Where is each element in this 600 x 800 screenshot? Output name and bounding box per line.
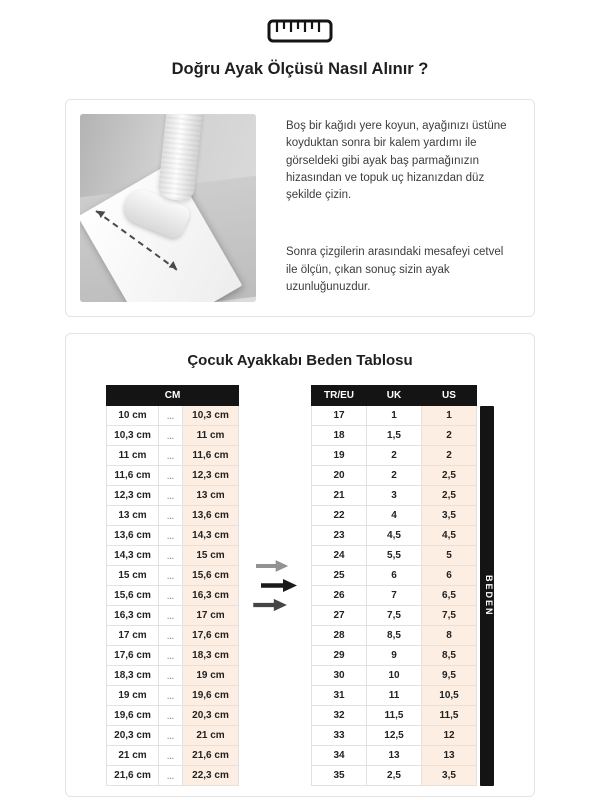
size-table-header-tr-eu: TR/EU <box>312 386 367 406</box>
table-cell: ... <box>159 726 183 746</box>
table-cell: 13,6 cm <box>107 526 159 546</box>
table-cell: 8,5 <box>422 646 477 666</box>
table-cell: 11,5 <box>422 706 477 726</box>
table-cell: 2,5 <box>422 486 477 506</box>
table-cell: 2,5 <box>422 466 477 486</box>
table-cell: 20 <box>312 466 367 486</box>
table-cell: 14,3 cm <box>107 546 159 566</box>
size-chart-title: Çocuk Ayakkabı Beden Tablosu <box>187 352 413 369</box>
table-row <box>312 586 477 606</box>
table-cell: 21,6 cm <box>107 766 159 786</box>
table-cell: 8,5 <box>367 626 422 646</box>
table-cell: ... <box>159 526 183 546</box>
table-cell: 24 <box>312 546 367 566</box>
table-row <box>107 566 239 586</box>
table-row <box>107 446 239 466</box>
table-cell: 4 <box>367 506 422 526</box>
table-cell: 13 <box>367 746 422 766</box>
table-cell: 6 <box>422 566 477 586</box>
conversion-arrows <box>253 385 301 786</box>
table-row <box>107 766 239 786</box>
table-row <box>107 526 239 546</box>
table-row <box>312 546 477 566</box>
table-cell: 8 <box>422 626 477 646</box>
table-row <box>107 706 239 726</box>
table-header-row <box>107 386 239 406</box>
table-header-row <box>312 386 477 406</box>
table-row <box>312 606 477 626</box>
table-cell: 19,6 cm <box>107 706 159 726</box>
table-row <box>107 646 239 666</box>
table-cell: 29 <box>312 646 367 666</box>
table-cell: 21 <box>312 486 367 506</box>
table-cell: 22,3 cm <box>183 766 239 786</box>
table-cell: 11,6 cm <box>107 466 159 486</box>
table-cell: ... <box>159 666 183 686</box>
table-row <box>107 586 239 606</box>
table-cell: 21 cm <box>183 726 239 746</box>
table-cell: 16,3 cm <box>183 586 239 606</box>
table-cell: ... <box>159 566 183 586</box>
table-cell: 6 <box>367 566 422 586</box>
table-cell: 16,3 cm <box>107 606 159 626</box>
table-row <box>107 626 239 646</box>
table-row <box>312 446 477 466</box>
table-cell: 10,5 <box>422 686 477 706</box>
table-cell: 13,6 cm <box>183 506 239 526</box>
instructions-block <box>286 114 520 302</box>
table-cell: 13 <box>422 746 477 766</box>
table-cell: 10,3 cm <box>107 426 159 446</box>
table-cell: 18,3 cm <box>183 646 239 666</box>
howto-card <box>65 99 535 317</box>
instruction-paragraph-1: Boş bir kağıdı yere koyun, ayağınızı üstüne koyduktan sonra bir kalem yardımı ile görseldeki gibi ayak baş parmağınızın hizasından ve topuk uç hizanızdan düz şekilde çizin. <box>286 120 507 201</box>
table-row <box>312 406 477 426</box>
table-row <box>312 666 477 686</box>
table-row <box>312 646 477 666</box>
size-table-head <box>312 386 477 406</box>
table-row <box>312 766 477 786</box>
size-table-body <box>312 406 477 786</box>
cm-table-head <box>107 386 239 406</box>
table-cell: 19 <box>312 446 367 466</box>
cm-table-body <box>107 406 239 786</box>
table-cell: 32 <box>312 706 367 726</box>
table-cell: 34 <box>312 746 367 766</box>
size-table-wrap <box>311 385 494 786</box>
arrow-right-icon <box>261 578 299 593</box>
table-cell: 2 <box>367 446 422 466</box>
table-cell: 12 <box>422 726 477 746</box>
table-cell: 15,6 cm <box>107 586 159 606</box>
instruction-paragraph-2: Sonra çizgilerin arasındaki mesafeyi cetvel ile ölçün, çıkan sonuç sizin ayak uzunluğunuzdur. <box>286 246 504 293</box>
table-cell: ... <box>159 606 183 626</box>
size-chart-tables <box>66 385 534 786</box>
table-cell: 10 cm <box>107 406 159 426</box>
table-cell: ... <box>159 646 183 666</box>
table-cell: 3,5 <box>422 506 477 526</box>
table-cell: ... <box>159 466 183 486</box>
table-cell: 33 <box>312 726 367 746</box>
table-cell: 17 cm <box>107 626 159 646</box>
table-cell: 22 <box>312 506 367 526</box>
size-chart-card <box>65 333 535 797</box>
table-row <box>107 466 239 486</box>
table-cell: 11,6 cm <box>183 446 239 466</box>
table-cell: 15 cm <box>107 566 159 586</box>
table-cell: 19 cm <box>107 686 159 706</box>
table-cell: ... <box>159 586 183 606</box>
table-cell: 26 <box>312 586 367 606</box>
table-cell: 18,3 cm <box>107 666 159 686</box>
table-cell: 5 <box>422 546 477 566</box>
table-cell: 25 <box>312 566 367 586</box>
table-cell: 19 cm <box>183 666 239 686</box>
table-cell: 10 <box>367 666 422 686</box>
table-cell: 12,3 cm <box>107 486 159 506</box>
page-title: Doğru Ayak Ölçüsü Nasıl Alınır ? <box>171 60 429 78</box>
table-cell: 17,6 cm <box>183 626 239 646</box>
table-cell: 20,3 cm <box>183 706 239 726</box>
table-cell: 5,5 <box>367 546 422 566</box>
table-cell: 1 <box>367 406 422 426</box>
table-row <box>312 526 477 546</box>
table-cell: 11 cm <box>183 426 239 446</box>
table-row <box>312 506 477 526</box>
table-cell: 1 <box>422 406 477 426</box>
table-cell: 20,3 cm <box>107 726 159 746</box>
table-cell: 12,5 <box>367 726 422 746</box>
table-row <box>312 426 477 446</box>
table-row <box>312 686 477 706</box>
ruler-icon <box>267 16 333 46</box>
table-cell: 23 <box>312 526 367 546</box>
table-cell: ... <box>159 546 183 566</box>
table-row <box>312 486 477 506</box>
table-cell: 27 <box>312 606 367 626</box>
table-cell: 4,5 <box>367 526 422 546</box>
table-cell: 18 <box>312 426 367 446</box>
table-cell: ... <box>159 746 183 766</box>
table-row <box>107 746 239 766</box>
table-cell: 35 <box>312 766 367 786</box>
table-cell: 9 <box>367 646 422 666</box>
table-cell: 11 <box>367 686 422 706</box>
table-cell: 6,5 <box>422 586 477 606</box>
table-cell: 21,6 cm <box>183 746 239 766</box>
table-cell: ... <box>159 446 183 466</box>
table-row <box>312 626 477 646</box>
table-row <box>312 706 477 726</box>
table-cell: 28 <box>312 626 367 646</box>
table-cell: 13 cm <box>183 486 239 506</box>
beden-side-label: BEDEN <box>480 406 494 786</box>
table-row <box>312 566 477 586</box>
table-cell: 10,3 cm <box>183 406 239 426</box>
table-row <box>107 546 239 566</box>
table-cell: 17 cm <box>183 606 239 626</box>
table-row <box>107 406 239 426</box>
cm-table <box>106 385 239 786</box>
table-row <box>312 466 477 486</box>
table-cell: ... <box>159 486 183 506</box>
table-row <box>107 486 239 506</box>
table-cell: 30 <box>312 666 367 686</box>
table-cell: 2,5 <box>367 766 422 786</box>
table-row <box>312 746 477 766</box>
table-cell: 17 <box>312 406 367 426</box>
table-row <box>312 726 477 746</box>
table-cell: ... <box>159 626 183 646</box>
table-cell: 31 <box>312 686 367 706</box>
table-cell: ... <box>159 506 183 526</box>
foot-measurement-photo <box>80 114 256 302</box>
table-cell: ... <box>159 686 183 706</box>
table-row <box>107 686 239 706</box>
table-row <box>107 666 239 686</box>
table-row <box>107 606 239 626</box>
table-cell: 4,5 <box>422 526 477 546</box>
table-cell: ... <box>159 426 183 446</box>
table-cell: 7 <box>367 586 422 606</box>
table-cell: 7,5 <box>422 606 477 626</box>
table-cell: 7,5 <box>367 606 422 626</box>
table-cell: 12,3 cm <box>183 466 239 486</box>
arrow-right-icon <box>253 598 289 612</box>
ruler-icon-wrap <box>0 0 600 46</box>
table-cell: 11,5 <box>367 706 422 726</box>
size-table <box>311 385 477 786</box>
table-cell: ... <box>159 406 183 426</box>
table-cell: 15 cm <box>183 546 239 566</box>
table-cell: 14,3 cm <box>183 526 239 546</box>
arrow-right-icon <box>256 559 290 573</box>
table-cell: 2 <box>367 466 422 486</box>
table-row <box>107 506 239 526</box>
table-cell: ... <box>159 766 183 786</box>
size-table-header-uk: UK <box>367 386 422 406</box>
table-cell: 3 <box>367 486 422 506</box>
table-cell: 13 cm <box>107 506 159 526</box>
table-cell: 2 <box>422 426 477 446</box>
table-cell: 21 cm <box>107 746 159 766</box>
table-cell: 1,5 <box>367 426 422 446</box>
table-cell: 11 cm <box>107 446 159 466</box>
size-table-header-us: US <box>422 386 477 406</box>
table-row <box>107 726 239 746</box>
table-cell: ... <box>159 706 183 726</box>
table-cell: 2 <box>422 446 477 466</box>
table-cell: 9,5 <box>422 666 477 686</box>
table-cell: 19,6 cm <box>183 686 239 706</box>
table-row <box>107 426 239 446</box>
cm-table-header: CM <box>107 386 239 406</box>
table-cell: 17,6 cm <box>107 646 159 666</box>
table-cell: 15,6 cm <box>183 566 239 586</box>
table-cell: 3,5 <box>422 766 477 786</box>
